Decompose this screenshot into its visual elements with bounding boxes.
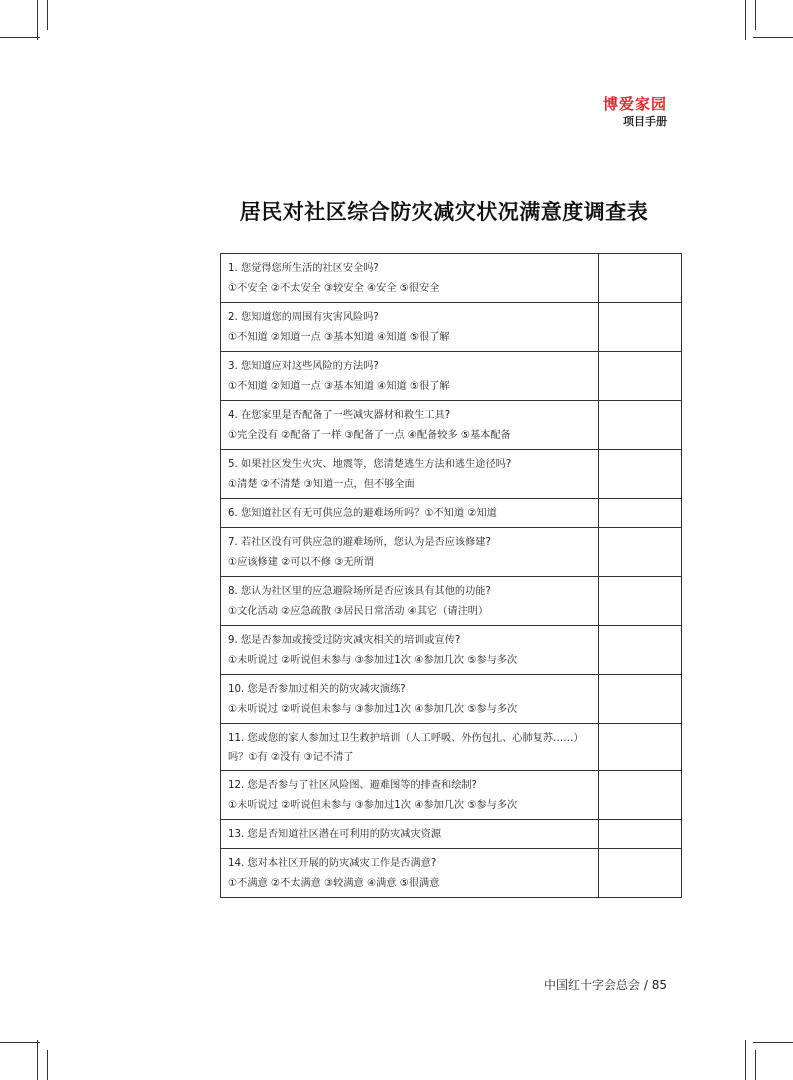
question-text: 10. 您是否参加过相关的防灾减灾演练? (228, 684, 406, 695)
survey-row (221, 254, 682, 303)
answer-box[interactable] (599, 820, 682, 849)
answer-options: ①文化活动 ②应急疏散 ③居民日常活动 ④其它（请注明） (228, 606, 489, 617)
crop-mark (0, 37, 40, 38)
brand-title: 博爱家园 (602, 95, 667, 113)
answer-options: ①不安全 ②不太安全 ③较安全 ④安全 ⑤很安全 (228, 283, 440, 294)
answer-box[interactable] (599, 626, 682, 675)
question-text: 13. 您是否知道社区潜在可利用的防灾减灾资源 (228, 829, 442, 840)
survey-row (221, 303, 682, 352)
crop-mark (47, 1050, 48, 1080)
survey-row (221, 675, 682, 724)
crop-mark (47, 0, 48, 30)
question-cell (221, 820, 599, 849)
question-text: 9. 您是否参加或接受过防灾减灾相关的培训或宣传? (228, 635, 461, 646)
question-cell (221, 450, 599, 499)
question-text: 14. 您对本社区开展的防灾减灾工作是否满意? (228, 858, 437, 869)
crop-mark (753, 37, 793, 38)
question-text: 7. 若社区没有可供应急的避难场所，您认为是否应该修建? (228, 537, 491, 548)
question-text: 3. 您知道应对这些风险的方法吗? (228, 361, 379, 372)
survey-row (221, 724, 682, 771)
crop-mark (753, 1042, 793, 1043)
question-text: 8. 您认为社区里的应急避险场所是否应该具有其他的功能? (228, 586, 491, 597)
question-text: 5. 如果社区发生火灾、地震等，您清楚逃生方法和逃生途径吗? (228, 459, 512, 470)
answer-options: ①清楚 ②不清楚 ③知道一点，但不够全面 (228, 479, 415, 490)
answer-box[interactable] (599, 771, 682, 820)
question-cell (221, 401, 599, 450)
answer-box[interactable] (599, 724, 682, 771)
question-cell (221, 303, 599, 352)
crop-mark (745, 0, 746, 40)
survey-row (221, 820, 682, 849)
question-cell (221, 724, 599, 771)
question-text: 4. 在您家里是否配备了一些减灾器材和救生工具? (228, 410, 451, 421)
survey-row (221, 450, 682, 499)
survey-row (221, 401, 682, 450)
footer-page-info: 中国红十字会总会 / 85 (544, 978, 667, 992)
survey-table (220, 253, 682, 898)
answer-options: ①不知道 ②知道一点 ③基本知道 ④知道 ⑤很了解 (228, 332, 450, 343)
answer-options: ①未听说过 ②听说但未参与 ③参加过1次 ④参加几次 ⑤参与多次 (228, 704, 518, 715)
survey-row (221, 626, 682, 675)
question-text: 11. 您或您的家人参加过卫生救护培训（人工呼吸、外伤包扎、心肺复苏……）吗？①有 ②没有 ③记不清了 (228, 733, 584, 763)
answer-box[interactable] (599, 352, 682, 401)
question-text: 6. 您知道社区有无可供应急的避难场所吗？①不知道 ②知道 (228, 508, 497, 519)
survey-row (221, 849, 682, 898)
answer-box[interactable] (599, 450, 682, 499)
survey-row (221, 499, 682, 528)
answer-options: ①不知道 ②知道一点 ③基本知道 ④知道 ⑤很了解 (228, 381, 450, 392)
question-cell (221, 254, 599, 303)
question-cell (221, 626, 599, 675)
question-cell (221, 849, 599, 898)
crop-mark (745, 1040, 746, 1080)
answer-box[interactable] (599, 849, 682, 898)
question-cell (221, 528, 599, 577)
answer-options: ①未听说过 ②听说但未参与 ③参加过1次 ④参加几次 ⑤参与多次 (228, 655, 518, 666)
answer-box[interactable] (599, 577, 682, 626)
question-cell (221, 499, 599, 528)
answer-options: ①完全没有 ②配备了一样 ③配备了一点 ④配备较多 ⑤基本配备 (228, 430, 511, 441)
crop-mark (0, 1042, 40, 1043)
survey-row (221, 352, 682, 401)
question-cell (221, 352, 599, 401)
answer-box[interactable] (599, 254, 682, 303)
crop-mark (755, 1050, 756, 1080)
crop-mark (37, 0, 38, 40)
document-title: 居民对社区综合防灾减灾状况满意度调查表 (239, 200, 649, 224)
answer-options: ①不满意 ②不太满意 ③较满意 ④满意 ⑤很满意 (228, 878, 440, 889)
question-cell (221, 771, 599, 820)
survey-row (221, 528, 682, 577)
answer-box[interactable] (599, 499, 682, 528)
survey-row (221, 771, 682, 820)
question-text: 2. 您知道您的周围有灾害风险吗? (228, 312, 379, 323)
question-cell (221, 577, 599, 626)
answer-options: ①应该修建 ②可以不修 ③无所谓 (228, 557, 374, 568)
crop-mark (755, 0, 756, 30)
answer-box[interactable] (599, 303, 682, 352)
answer-box[interactable] (599, 528, 682, 577)
answer-box[interactable] (599, 675, 682, 724)
question-text: 1. 您觉得您所生活的社区安全吗? (228, 263, 379, 274)
survey-row (221, 577, 682, 626)
question-cell (221, 675, 599, 724)
question-text: 12. 您是否参与了社区风险图、避难图等的排查和绘制? (228, 780, 477, 791)
crop-mark (37, 1040, 38, 1080)
header-brand (603, 95, 667, 129)
answer-options: ①未听说过 ②听说但未参与 ③参加过1次 ④参加几次 ⑤参与多次 (228, 800, 518, 811)
answer-box[interactable] (599, 401, 682, 450)
brand-subtitle: 项目手册 (623, 115, 667, 128)
